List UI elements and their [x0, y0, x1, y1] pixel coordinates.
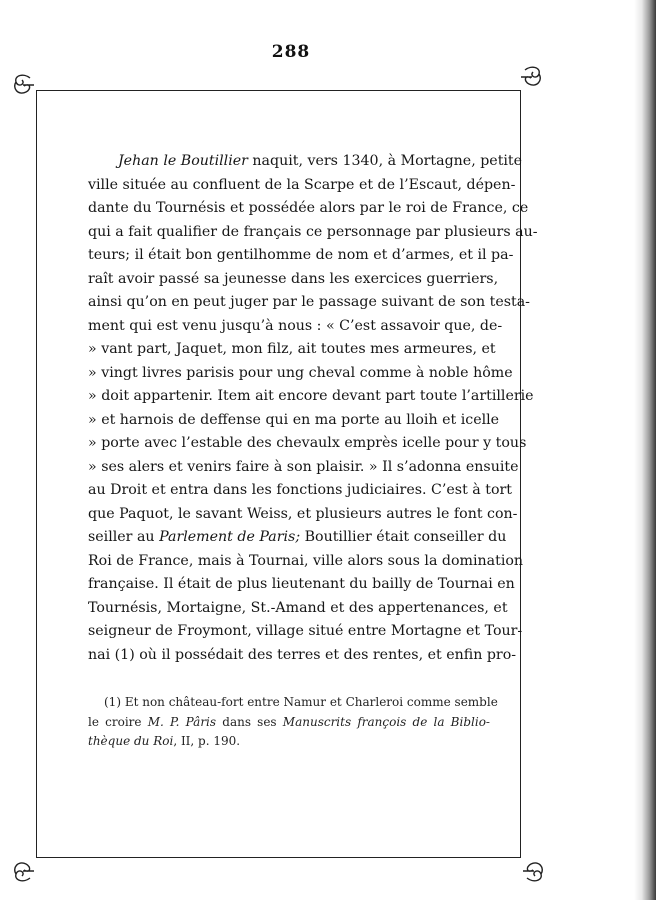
body-line: seigneur de Froymont, village situé entre Mortagne et Tour- [88, 623, 523, 639]
quote-line: » et harnois de deffense qui en ma porte au lloih et icelle [88, 411, 500, 428]
parlement-title: Parlement de Paris; [159, 529, 301, 545]
body-line: nai (1) où il possédait des terres et des rentes, et enfin pro- [88, 646, 517, 663]
author-name: Jehan le Boutillier [118, 153, 248, 169]
body-line: qui a fait qualifier de français ce personnage par plusieurs au- [88, 223, 538, 240]
corner-ornament-bottom-right-icon [521, 858, 547, 884]
body-paragraph [88, 150, 538, 667]
body-line: ment qui est venu jusqu’à nous : « C’est assavoir que, de- [88, 317, 503, 334]
body-line: raît avoir passé sa jeunesse dans les exercices guerriers, [88, 270, 499, 287]
footnote-line: le croire M. P. Pâris dans ses Manuscrits françois de la Biblio- [88, 714, 490, 729]
footnote [88, 693, 498, 752]
quote-line: » ses alers et venirs faire à son plaisir. » Il s’adonna ensuite [88, 458, 519, 475]
quote-line: » vant part, Jaquet, mon filz, ait toutes mes armeures, et [88, 341, 496, 357]
body-line: ville située au confluent de la Scarpe et de l’Escaut, dépen- [88, 176, 516, 193]
body-line: Jehan le Boutillier naquit, vers 1340, à Mortagne, petite [118, 153, 523, 169]
body-line: seiller au Parlement de Paris; Boutillier était conseiller du [88, 529, 507, 545]
page-number: 288 [271, 42, 311, 62]
body-line: au Droit et entra dans les fonctions judiciaires. C’est à tort [88, 482, 512, 498]
body-line: Roi de France, mais à Tournai, ville alors sous la domination [88, 552, 524, 569]
body-line: Tournésis, Mortaigne, St.-Amand et des appertenances, et [88, 599, 508, 616]
body-line: teurs; il était bon gentilhomme de nom et d’armes, et il pa- [88, 247, 514, 263]
quote-line: » porte avec l’estable des chevaulx emprès icelle pour y tous [88, 435, 527, 451]
body-line: que Paquot, le savant Weiss, et plusieurs autres le font con- [88, 505, 518, 522]
body-line: ainsi qu’on en peut juger par le passage suivant de son testa- [88, 294, 530, 310]
footnote-line: (1) Et non château-fort entre Namur et Charleroi comme semble [104, 695, 498, 709]
page-edge-shadow [634, 0, 656, 900]
body-line: dante du Tournésis et possédée alors par le roi de France, ce [88, 200, 529, 216]
quote-line: » vingt livres parisis pour ung cheval comme à noble hôme [88, 364, 513, 381]
corner-ornament-bottom-left-icon [10, 858, 36, 884]
corner-ornament-top-left-icon [10, 72, 36, 98]
corner-ornament-top-right-icon [519, 64, 545, 90]
footnote-line: thèque du Roi, II, p. 190. [88, 734, 241, 748]
body-line: française. Il était de plus lieutenant du bailly de Tournai en [88, 576, 515, 592]
quote-line: » doit appartenir. Item ait encore devant part toute l’artillerie [88, 388, 534, 404]
